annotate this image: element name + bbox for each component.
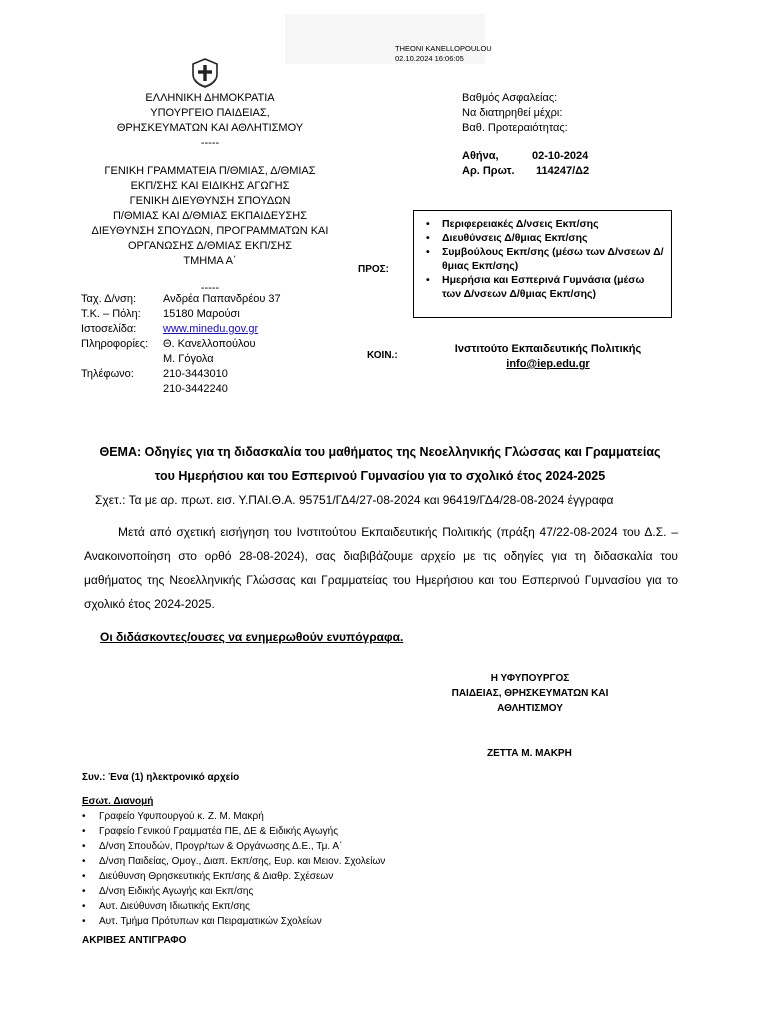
signature-name: THEONI KANELLOPOULOU	[395, 44, 492, 53]
cc-organization: Ινστιτούτο Εκπαιδευτικής Πολιτικής	[454, 343, 642, 355]
phone-label: Τηλέφωνο:	[81, 368, 134, 380]
place: Αθήνα,	[462, 150, 499, 162]
distribution-item: • Δ/νση Σπουδών, Προγρ/των & Οργάνωσης Δ.Ε., Τμ. Α΄	[82, 839, 582, 854]
distribution-item: • Αυτ. Τμήμα Πρότυπων και Πειραματικών Σχολείων	[82, 914, 582, 929]
digital-signature	[395, 44, 492, 64]
protocol-number: 114247/Δ2	[536, 165, 590, 177]
department-line: ΤΜΗΜΑ Α΄	[183, 255, 237, 267]
reference-line: Σχετ.: Τα με αρ. πρωτ. εισ. Υ.ΠΑΙ.Θ.Α. 95751/ΓΔ4/27-08-2024 και 96419/ΓΔ4/28-08-2024 έγγραφα	[95, 493, 614, 507]
department-line: ΓΕΝΙΚΗ ΔΙΕΥΘΥΝΣΗ ΣΠΟΥΔΩΝ	[129, 195, 291, 207]
greek-emblem-icon	[190, 58, 220, 88]
recipient-item: • Συμβούλους Εκπ/σης (μέσω των Δ/νσεων Δ/θμιας Εκπ/σης)	[422, 245, 665, 273]
retention-label: Να διατηρηθεί μέχρι:	[462, 107, 563, 119]
place-date-block	[462, 149, 662, 179]
department-line: ΓΕΝΙΚΗ ΓΡΑΜΜΑΤΕΙΑ Π/ΘΜΙΑΣ, Δ/ΘΜΙΑΣ	[104, 165, 316, 177]
internal-distribution	[82, 794, 582, 929]
info-label: Πληροφορίες:	[81, 338, 149, 350]
signatory-name: ΖΕΤΤΑ Μ. ΜΑΚΡΗ	[487, 748, 572, 759]
recipients-box	[413, 210, 672, 318]
attachments-line: Συν.: Ένα (1) ηλεκτρονικό αρχείο	[82, 772, 240, 783]
cc-block	[430, 342, 666, 372]
date: 02-10-2024	[532, 150, 589, 162]
distribution-item: • Γραφείο Γενικού Γραμματέα ΠΕ, ΔΕ & Ειδικής Αγωγής	[82, 824, 582, 839]
subject	[80, 440, 680, 488]
body-paragraph: Μετά από σχετική εισήγηση του Ινστιτούτου Εκπαιδευτικής Πολιτικής (πράξη 47/22-08-2024 του Δ.Σ. – Ανακοινοποίηση στο ορθό 28-08-2024), σας διαβιβάζουμε αρχείο με τις οδηγίες για τη διδασκαλία του μαθήματος της Νεοελληνικής Γλώσσας και Γραμματείας του Ημερήσιου και του Εσπερινού Γυμνασίου για το σχολικό έτος 2024-2025.	[84, 525, 678, 611]
notice-line: Οι διδάσκοντες/ουσες να ενημερωθούν ενυπόγραφα.	[100, 630, 404, 644]
distribution-title: Εσωτ. Διανομή	[82, 796, 154, 807]
postal-value: 15180 Μαρούσι	[163, 308, 240, 320]
signatory-title	[430, 671, 630, 716]
cc-email-link[interactable]: info@iep.edu.gr	[506, 358, 590, 370]
department-header	[76, 164, 344, 296]
recipient-item: • Περιφερειακές Δ/νσεις Εκπ/σης	[422, 217, 665, 231]
website-link[interactable]: www.minedu.gov.gr	[163, 323, 259, 335]
header-line: ΘΡΗΣΚΕΥΜΑΤΩΝ ΚΑΙ ΑΘΛΗΤΙΣΜΟΥ	[116, 122, 304, 134]
subject-line: του Ημερήσιου και του Εσπερινού Γυμνασίου για το σχολικό έτος 2024-2025	[154, 469, 606, 483]
security-block	[462, 91, 568, 136]
protocol-label: Αρ. Πρωτ.	[462, 165, 515, 177]
ministry-header	[80, 91, 340, 151]
certified-copy: ΑΚΡΙΒΕΣ ΑΝΤΙΓΡΑΦΟ	[82, 935, 187, 946]
distribution-item: • Δ/νση Παιδείας, Ομογ., Διαπ. Εκπ/σης, Ευρ. και Μειον. Σχολείων	[82, 854, 582, 869]
website-label: Ιστοσελίδα:	[81, 323, 137, 335]
department-line	[76, 269, 344, 281]
signature-datetime: 02.10.2024 16:06:05	[395, 54, 464, 63]
recipient-item: • Διευθύνσεις Δ/θμιας Εκπ/σης	[422, 231, 665, 245]
department-line: ΕΚΠ/ΣΗΣ ΚΑΙ ΕΙΔΙΚΗΣ ΑΓΩΓΗΣ	[130, 180, 290, 192]
header-line: ΥΠΟΥΡΓΕΙΟ ΠΑΙΔΕΙΑΣ,	[150, 107, 270, 119]
phone-value: 210-3443010	[163, 368, 228, 380]
signatory-title-line: Η ΥΦΥΠΟΥΡΓΟΣ	[490, 673, 570, 684]
distribution-item: • Γραφείο Υφυπουργού κ. Ζ. Μ. Μακρή	[82, 809, 582, 824]
distribution-item: • Αυτ. Διεύθυνση Ιδιωτικής Εκπ/σης	[82, 899, 582, 914]
department-line: -----	[200, 282, 220, 294]
department-line: Π/ΘΜΙΑΣ ΚΑΙ Δ/ΘΜΙΑΣ ΕΚΠΑΙΔΕΥΣΗΣ	[112, 210, 308, 222]
subject-line: ΘΕΜΑ: Οδηγίες για τη διδασκαλία του μαθήματος της Νεοελληνικής Γλώσσας και Γραμματείας	[99, 445, 661, 459]
contact-block	[81, 292, 341, 397]
department-line: ΟΡΓΑΝΩΣΗΣ Δ/ΘΜΙΑΣ ΕΚΠ/ΣΗΣ	[127, 240, 293, 252]
department-line: ΔΙΕΥΘΥΝΣΗ ΣΠΟΥΔΩΝ, ΠΡΟΓΡΑΜΜΑΤΩΝ ΚΑΙ	[91, 225, 329, 237]
postal-label: Τ.Κ. – Πόλη:	[81, 308, 141, 320]
cc-label: ΚΟΙΝ.:	[367, 350, 398, 361]
signatory-title-line: ΑΘΛΗΤΙΣΜΟΥ	[497, 703, 563, 714]
signatory-title-line: ΠΑΙΔΕΙΑΣ, ΘΡΗΣΚΕΥΜΑΤΩΝ ΚΑΙ	[451, 688, 609, 699]
phone-value: 210-3442240	[163, 383, 228, 395]
to-label: ΠΡΟΣ:	[358, 264, 390, 275]
address-value: Ανδρέα Παπανδρέου 37	[163, 293, 281, 305]
distribution-item: • Δ/νση Ειδικής Αγωγής και Εκπ/σης	[82, 884, 582, 899]
recipient-item: • Ημερήσια και Εσπερινά Γυμνάσια (μέσω των Δ/νσεων Δ/θμιας Εκπ/σης)	[422, 273, 665, 301]
classification-label: Βαθμός Ασφαλείας:	[462, 92, 558, 104]
priority-label: Βαθ. Προτεραιότητας:	[462, 122, 568, 134]
info-value: Θ. Κανελλοπούλου	[163, 338, 256, 350]
header-line: ΕΛΛΗΝΙΚΗ ΔΗΜΟΚΡΑΤΙΑ	[145, 92, 275, 104]
distribution-item: • Διεύθυνση Θρησκευτικής Εκπ/σης & Διαθρ. Σχέσεων	[82, 869, 582, 884]
address-label: Ταχ. Δ/νση:	[81, 293, 137, 305]
header-line: -----	[200, 137, 220, 149]
info-value: Μ. Γόγολα	[163, 353, 214, 365]
